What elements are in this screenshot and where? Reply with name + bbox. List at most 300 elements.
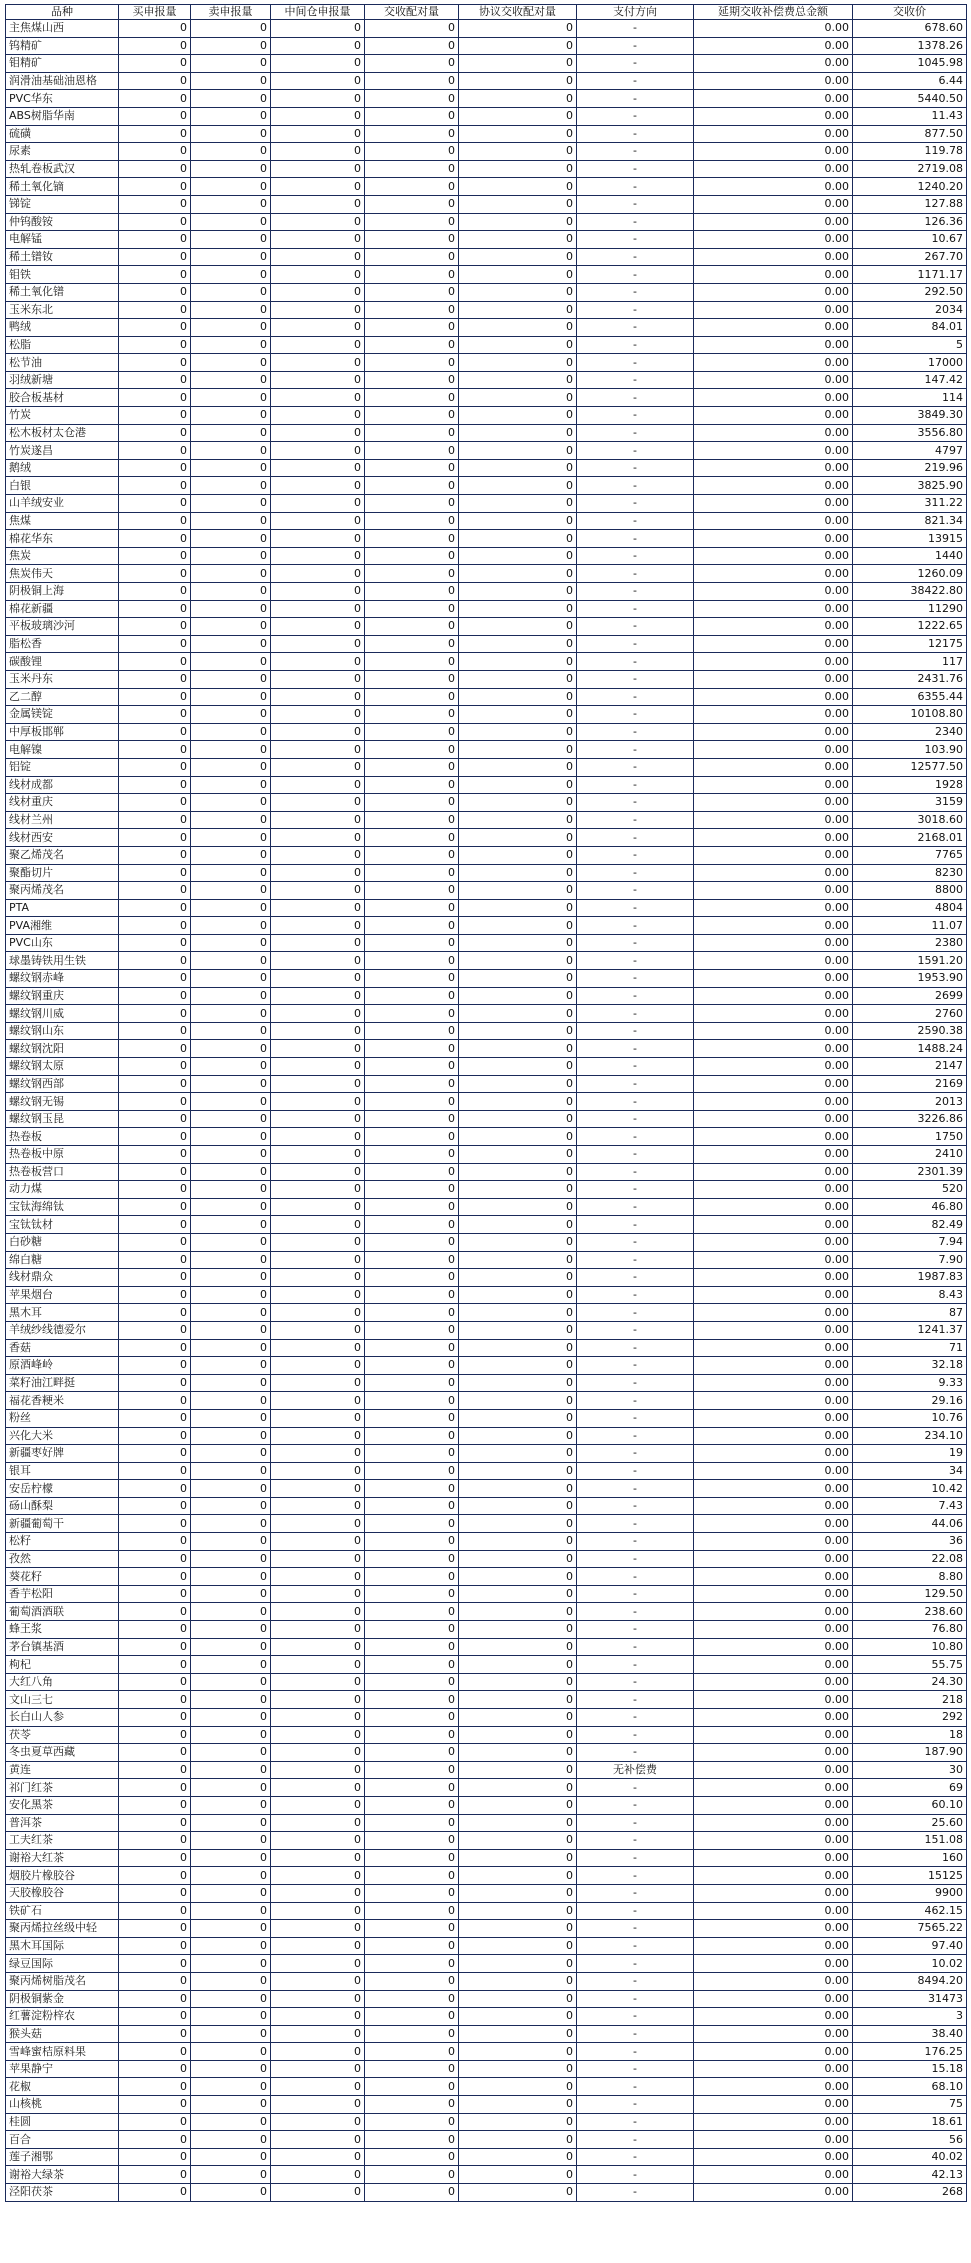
variety-cell: 砀山酥梨 [6, 1497, 119, 1515]
table-row[interactable] [6, 1058, 967, 1076]
table-row[interactable] [6, 1216, 967, 1234]
sell-qty-cell: 0 [191, 1550, 271, 1568]
table-row[interactable] [6, 1849, 967, 1867]
matched-qty-cell: 0 [365, 635, 459, 653]
table-row[interactable] [6, 1779, 967, 1797]
table-row[interactable] [6, 231, 967, 249]
variety-cell: 稀土镨钕 [6, 248, 119, 266]
table-row[interactable] [6, 2131, 967, 2149]
table-row[interactable] [6, 1621, 967, 1639]
agreement-matched-qty-cell: 0 [459, 741, 577, 759]
warehouse-qty-cell: 0 [271, 1673, 365, 1691]
table-row[interactable] [6, 213, 967, 231]
sell-qty-cell: 0 [191, 213, 271, 231]
table-row[interactable] [6, 2113, 967, 2131]
sell-qty-cell: 0 [191, 1163, 271, 1181]
warehouse-qty-cell: 0 [271, 2184, 365, 2202]
compensation-amount-cell: 0.00 [694, 776, 853, 794]
warehouse-qty-cell: 0 [271, 1128, 365, 1146]
table-row[interactable] [6, 266, 967, 284]
compensation-amount-cell: 0.00 [694, 1515, 853, 1533]
buy-qty-cell: 0 [119, 1603, 191, 1621]
agreement-matched-qty-cell: 0 [459, 1427, 577, 1445]
variety-cell: 阴极铜紫金 [6, 1990, 119, 2008]
variety-cell: 热卷板中原 [6, 1146, 119, 1164]
variety-cell: 文山三七 [6, 1691, 119, 1709]
sell-qty-cell: 0 [191, 1286, 271, 1304]
table-row[interactable] [6, 354, 967, 372]
table-row[interactable] [6, 1427, 967, 1445]
settlement-price-cell: 1987.83 [853, 1269, 967, 1287]
warehouse-qty-cell: 0 [271, 794, 365, 812]
agreement-matched-qty-cell: 0 [459, 1691, 577, 1709]
sell-qty-cell: 0 [191, 55, 271, 73]
table-row[interactable] [6, 301, 967, 319]
warehouse-qty-cell: 0 [271, 846, 365, 864]
table-row[interactable] [6, 143, 967, 161]
sell-qty-cell: 0 [191, 952, 271, 970]
table-row[interactable] [6, 530, 967, 548]
variety-cell: 葵花籽 [6, 1568, 119, 1586]
variety-cell: ABS树脂华南 [6, 107, 119, 125]
table-row[interactable] [6, 160, 967, 178]
settlement-price-cell: 38.40 [853, 2025, 967, 2043]
warehouse-qty-cell: 0 [271, 459, 365, 477]
table-row[interactable] [6, 2148, 967, 2166]
agreement-matched-qty-cell: 0 [459, 1075, 577, 1093]
sell-qty-cell: 0 [191, 899, 271, 917]
compensation-amount-cell: 0.00 [694, 2078, 853, 2096]
table-row[interactable] [6, 512, 967, 530]
table-row[interactable] [6, 1075, 967, 1093]
table-row[interactable] [6, 899, 967, 917]
table-row[interactable] [6, 371, 967, 389]
column-header[interactable]: 买申报量 [119, 5, 191, 20]
table-row[interactable] [6, 1163, 967, 1181]
warehouse-qty-cell: 0 [271, 1585, 365, 1603]
settlement-price-cell: 10.67 [853, 231, 967, 249]
table-row[interactable] [6, 970, 967, 988]
matched-qty-cell: 0 [365, 1990, 459, 2008]
payment-direction-cell: - [577, 1568, 694, 1586]
buy-qty-cell: 0 [119, 1515, 191, 1533]
agreement-matched-qty-cell: 0 [459, 635, 577, 653]
table-row[interactable] [6, 1445, 967, 1463]
warehouse-qty-cell: 0 [271, 758, 365, 776]
table-row[interactable] [6, 1955, 967, 1973]
compensation-amount-cell: 0.00 [694, 2096, 853, 2114]
table-row[interactable] [6, 952, 967, 970]
payment-direction-cell: - [577, 1832, 694, 1850]
table-row[interactable] [6, 1638, 967, 1656]
warehouse-qty-cell: 0 [271, 389, 365, 407]
sell-qty-cell: 0 [191, 1673, 271, 1691]
table-row[interactable] [6, 600, 967, 618]
settlement-price-cell: 84.01 [853, 319, 967, 337]
table-row[interactable] [6, 618, 967, 636]
matched-qty-cell: 0 [365, 1269, 459, 1287]
table-row[interactable] [6, 2166, 967, 2184]
variety-cell: 钼精矿 [6, 55, 119, 73]
compensation-amount-cell: 0.00 [694, 1427, 853, 1445]
warehouse-qty-cell: 0 [271, 407, 365, 425]
table-row[interactable] [6, 547, 967, 565]
table-row[interactable] [6, 2184, 967, 2202]
sell-qty-cell: 0 [191, 1902, 271, 1920]
table-row[interactable] [6, 407, 967, 425]
warehouse-qty-cell: 0 [271, 723, 365, 741]
table-row[interactable] [6, 1550, 967, 1568]
agreement-matched-qty-cell: 0 [459, 213, 577, 231]
buy-qty-cell: 0 [119, 952, 191, 970]
table-row[interactable] [6, 864, 967, 882]
sell-qty-cell: 0 [191, 1920, 271, 1938]
warehouse-qty-cell: 0 [271, 1374, 365, 1392]
table-row[interactable] [6, 741, 967, 759]
payment-direction-cell: - [577, 846, 694, 864]
column-header[interactable]: 交收配对量 [365, 5, 459, 20]
table-row[interactable] [6, 1286, 967, 1304]
payment-direction-cell: - [577, 1251, 694, 1269]
settlement-price-cell: 11.43 [853, 107, 967, 125]
variety-cell: 松脂 [6, 336, 119, 354]
matched-qty-cell: 0 [365, 1832, 459, 1850]
matched-qty-cell: 0 [365, 72, 459, 90]
variety-cell: 钨精矿 [6, 37, 119, 55]
buy-qty-cell: 0 [119, 1339, 191, 1357]
matched-qty-cell: 0 [365, 1093, 459, 1111]
table-row[interactable] [6, 1990, 967, 2008]
table-row[interactable] [6, 882, 967, 900]
buy-qty-cell: 0 [119, 266, 191, 284]
table-row[interactable] [6, 1269, 967, 1287]
sell-qty-cell: 0 [191, 90, 271, 108]
table-row[interactable] [6, 917, 967, 935]
warehouse-qty-cell: 0 [271, 583, 365, 601]
buy-qty-cell: 0 [119, 1726, 191, 1744]
table-row[interactable] [6, 706, 967, 724]
column-header[interactable]: 卖申报量 [191, 5, 271, 20]
agreement-matched-qty-cell: 0 [459, 2043, 577, 2061]
table-row[interactable] [6, 1146, 967, 1164]
settlement-price-cell: 8800 [853, 882, 967, 900]
table-row[interactable] [6, 934, 967, 952]
settlement-price-cell: 3 [853, 2008, 967, 2026]
table-row[interactable] [6, 459, 967, 477]
warehouse-qty-cell: 0 [271, 530, 365, 548]
matched-qty-cell: 0 [365, 55, 459, 73]
table-row[interactable] [6, 2025, 967, 2043]
table-row[interactable] [6, 2078, 967, 2096]
table-row[interactable] [6, 811, 967, 829]
table-row[interactable] [6, 1374, 967, 1392]
table-row[interactable] [6, 2008, 967, 2026]
buy-qty-cell: 0 [119, 72, 191, 90]
matched-qty-cell: 0 [365, 178, 459, 196]
payment-direction-cell: - [577, 1867, 694, 1885]
buy-qty-cell: 0 [119, 1480, 191, 1498]
variety-cell: 黑木耳国际 [6, 1937, 119, 1955]
table-row[interactable] [6, 1937, 967, 1955]
table-row[interactable] [6, 283, 967, 301]
table-row[interactable] [6, 2043, 967, 2061]
buy-qty-cell: 0 [119, 1656, 191, 1674]
buy-qty-cell: 0 [119, 829, 191, 847]
variety-cell: 润滑油基础油恩格 [6, 72, 119, 90]
table-row[interactable] [6, 1198, 967, 1216]
table-row[interactable] [6, 1128, 967, 1146]
table-row[interactable] [6, 794, 967, 812]
table-row[interactable] [6, 107, 967, 125]
settlement-price-cell: 9900 [853, 1884, 967, 1902]
table-row[interactable] [6, 1339, 967, 1357]
sell-qty-cell: 0 [191, 1585, 271, 1603]
column-header[interactable]: 支付方向 [577, 5, 694, 20]
compensation-amount-cell: 0.00 [694, 882, 853, 900]
buy-qty-cell: 0 [119, 1374, 191, 1392]
variety-cell: 松节油 [6, 354, 119, 372]
warehouse-qty-cell: 0 [271, 442, 365, 460]
agreement-matched-qty-cell: 0 [459, 143, 577, 161]
settlement-price-cell: 71 [853, 1339, 967, 1357]
table-row[interactable] [6, 1357, 967, 1375]
matched-qty-cell: 0 [365, 1233, 459, 1251]
table-row[interactable] [6, 1884, 967, 1902]
compensation-amount-cell: 0.00 [694, 846, 853, 864]
column-header[interactable]: 中间仓申报量 [271, 5, 365, 20]
variety-cell: 鸭绒 [6, 319, 119, 337]
matched-qty-cell: 0 [365, 1761, 459, 1779]
variety-cell: 孜然 [6, 1550, 119, 1568]
payment-direction-cell: - [577, 512, 694, 530]
compensation-amount-cell: 0.00 [694, 301, 853, 319]
table-row[interactable] [6, 389, 967, 407]
table-row[interactable] [6, 1744, 967, 1762]
table-row[interactable] [6, 653, 967, 671]
table-row[interactable] [6, 987, 967, 1005]
sell-qty-cell: 0 [191, 442, 271, 460]
table-row[interactable] [6, 1814, 967, 1832]
table-row[interactable] [6, 442, 967, 460]
table-row[interactable] [6, 635, 967, 653]
compensation-amount-cell: 0.00 [694, 424, 853, 442]
settlement-price-cell: 11290 [853, 600, 967, 618]
agreement-matched-qty-cell: 0 [459, 1849, 577, 1867]
variety-cell: 中厚板邯郸 [6, 723, 119, 741]
payment-direction-cell: - [577, 1058, 694, 1076]
table-row[interactable] [6, 1796, 967, 1814]
table-row[interactable] [6, 1867, 967, 1885]
table-row[interactable] [6, 1462, 967, 1480]
warehouse-qty-cell: 0 [271, 2025, 365, 2043]
buy-qty-cell: 0 [119, 2043, 191, 2061]
table-row[interactable] [6, 1902, 967, 1920]
table-row[interactable] [6, 776, 967, 794]
variety-cell: 螺纹钢赤峰 [6, 970, 119, 988]
payment-direction-cell: - [577, 741, 694, 759]
table-row[interactable] [6, 90, 967, 108]
settlement-price-cell: 15125 [853, 1867, 967, 1885]
table-row[interactable] [6, 1972, 967, 1990]
table-row[interactable] [6, 495, 967, 513]
buy-qty-cell: 0 [119, 1357, 191, 1375]
table-row[interactable] [6, 670, 967, 688]
table-row[interactable] [6, 2060, 967, 2078]
table-row[interactable] [6, 1321, 967, 1339]
sell-qty-cell: 0 [191, 1497, 271, 1515]
table-row[interactable] [6, 125, 967, 143]
table-row[interactable] [6, 319, 967, 337]
table-row[interactable] [6, 1093, 967, 1111]
table-row[interactable] [6, 1005, 967, 1023]
table-row[interactable] [6, 55, 967, 73]
table-row[interactable] [6, 583, 967, 601]
table-row[interactable] [6, 1110, 967, 1128]
table-row[interactable] [6, 758, 967, 776]
delivery-table [5, 4, 967, 2202]
sell-qty-cell: 0 [191, 1867, 271, 1885]
warehouse-qty-cell: 0 [271, 1603, 365, 1621]
column-header[interactable]: 延期交收补偿费总金额 [694, 5, 853, 20]
table-row[interactable] [6, 1709, 967, 1727]
table-row[interactable] [6, 829, 967, 847]
matched-qty-cell: 0 [365, 1128, 459, 1146]
compensation-amount-cell: 0.00 [694, 1409, 853, 1427]
buy-qty-cell: 0 [119, 2113, 191, 2131]
table-row[interactable] [6, 1656, 967, 1674]
table-row[interactable] [6, 248, 967, 266]
agreement-matched-qty-cell: 0 [459, 90, 577, 108]
settlement-price-cell: 1171.17 [853, 266, 967, 284]
warehouse-qty-cell: 0 [271, 371, 365, 389]
compensation-amount-cell: 0.00 [694, 811, 853, 829]
agreement-matched-qty-cell: 0 [459, 1110, 577, 1128]
warehouse-qty-cell: 0 [271, 2131, 365, 2149]
settlement-price-cell: 82.49 [853, 1216, 967, 1234]
table-row[interactable] [6, 1022, 967, 1040]
table-row[interactable] [6, 1603, 967, 1621]
agreement-matched-qty-cell: 0 [459, 371, 577, 389]
buy-qty-cell: 0 [119, 248, 191, 266]
sell-qty-cell: 0 [191, 1321, 271, 1339]
compensation-amount-cell: 0.00 [694, 1251, 853, 1269]
agreement-matched-qty-cell: 0 [459, 1022, 577, 1040]
compensation-amount-cell: 0.00 [694, 477, 853, 495]
sell-qty-cell: 0 [191, 495, 271, 513]
table-row[interactable] [6, 1409, 967, 1427]
table-row[interactable] [6, 1832, 967, 1850]
buy-qty-cell: 0 [119, 882, 191, 900]
matched-qty-cell: 0 [365, 231, 459, 249]
warehouse-qty-cell: 0 [271, 952, 365, 970]
table-row[interactable] [6, 72, 967, 90]
matched-qty-cell: 0 [365, 1040, 459, 1058]
table-row[interactable] [6, 1920, 967, 1938]
sell-qty-cell: 0 [191, 2060, 271, 2078]
table-row[interactable] [6, 424, 967, 442]
matched-qty-cell: 0 [365, 1972, 459, 1990]
table-row[interactable] [6, 20, 967, 38]
buy-qty-cell: 0 [119, 371, 191, 389]
compensation-amount-cell: 0.00 [694, 1058, 853, 1076]
payment-direction-cell: - [577, 1779, 694, 1797]
variety-cell: 聚丙烯树脂茂名 [6, 1972, 119, 1990]
settlement-price-cell: 56 [853, 2131, 967, 2149]
table-row[interactable] [6, 2096, 967, 2114]
table-row[interactable] [6, 37, 967, 55]
table-row[interactable] [6, 1533, 967, 1551]
column-header[interactable]: 交收价 [853, 5, 967, 20]
compensation-amount-cell: 0.00 [694, 758, 853, 776]
sell-qty-cell: 0 [191, 1251, 271, 1269]
buy-qty-cell: 0 [119, 319, 191, 337]
buy-qty-cell: 0 [119, 1849, 191, 1867]
agreement-matched-qty-cell: 0 [459, 1146, 577, 1164]
table-row[interactable] [6, 195, 967, 213]
column-header[interactable]: 品种 [6, 5, 119, 20]
warehouse-qty-cell: 0 [271, 20, 365, 38]
compensation-amount-cell: 0.00 [694, 2184, 853, 2202]
compensation-amount-cell: 0.00 [694, 160, 853, 178]
buy-qty-cell: 0 [119, 477, 191, 495]
table-row[interactable] [6, 1568, 967, 1586]
table-row[interactable] [6, 1181, 967, 1199]
buy-qty-cell: 0 [119, 706, 191, 724]
table-row[interactable] [6, 1304, 967, 1322]
table-row[interactable] [6, 1233, 967, 1251]
table-row[interactable] [6, 1480, 967, 1498]
table-row[interactable] [6, 336, 967, 354]
compensation-amount-cell: 0.00 [694, 530, 853, 548]
table-row[interactable] [6, 723, 967, 741]
table-row[interactable] [6, 1726, 967, 1744]
payment-direction-cell: - [577, 1146, 694, 1164]
variety-cell: 热轧卷板武汉 [6, 160, 119, 178]
table-row[interactable] [6, 688, 967, 706]
agreement-matched-qty-cell: 0 [459, 20, 577, 38]
table-row[interactable] [6, 1585, 967, 1603]
table-row[interactable] [6, 1673, 967, 1691]
compensation-amount-cell: 0.00 [694, 55, 853, 73]
variety-cell: 金属镁锭 [6, 706, 119, 724]
compensation-amount-cell: 0.00 [694, 2131, 853, 2149]
sell-qty-cell: 0 [191, 583, 271, 601]
matched-qty-cell: 0 [365, 653, 459, 671]
table-row[interactable] [6, 846, 967, 864]
table-row[interactable] [6, 565, 967, 583]
table-row[interactable] [6, 1691, 967, 1709]
table-row[interactable] [6, 1515, 967, 1533]
table-row[interactable] [6, 1761, 967, 1779]
table-row[interactable] [6, 1497, 967, 1515]
warehouse-qty-cell: 0 [271, 1075, 365, 1093]
table-row[interactable] [6, 1251, 967, 1269]
sell-qty-cell: 0 [191, 143, 271, 161]
payment-direction-cell: - [577, 283, 694, 301]
table-row[interactable] [6, 1392, 967, 1410]
table-row[interactable] [6, 178, 967, 196]
variety-cell: 聚乙烯茂名 [6, 846, 119, 864]
settlement-price-cell: 7765 [853, 846, 967, 864]
column-header[interactable]: 协议交收配对量 [459, 5, 577, 20]
table-row[interactable] [6, 477, 967, 495]
settlement-price-cell: 160 [853, 1849, 967, 1867]
variety-cell: 宝钛海绵钛 [6, 1198, 119, 1216]
matched-qty-cell: 0 [365, 1286, 459, 1304]
table-row[interactable] [6, 1040, 967, 1058]
sell-qty-cell: 0 [191, 547, 271, 565]
matched-qty-cell: 0 [365, 1321, 459, 1339]
